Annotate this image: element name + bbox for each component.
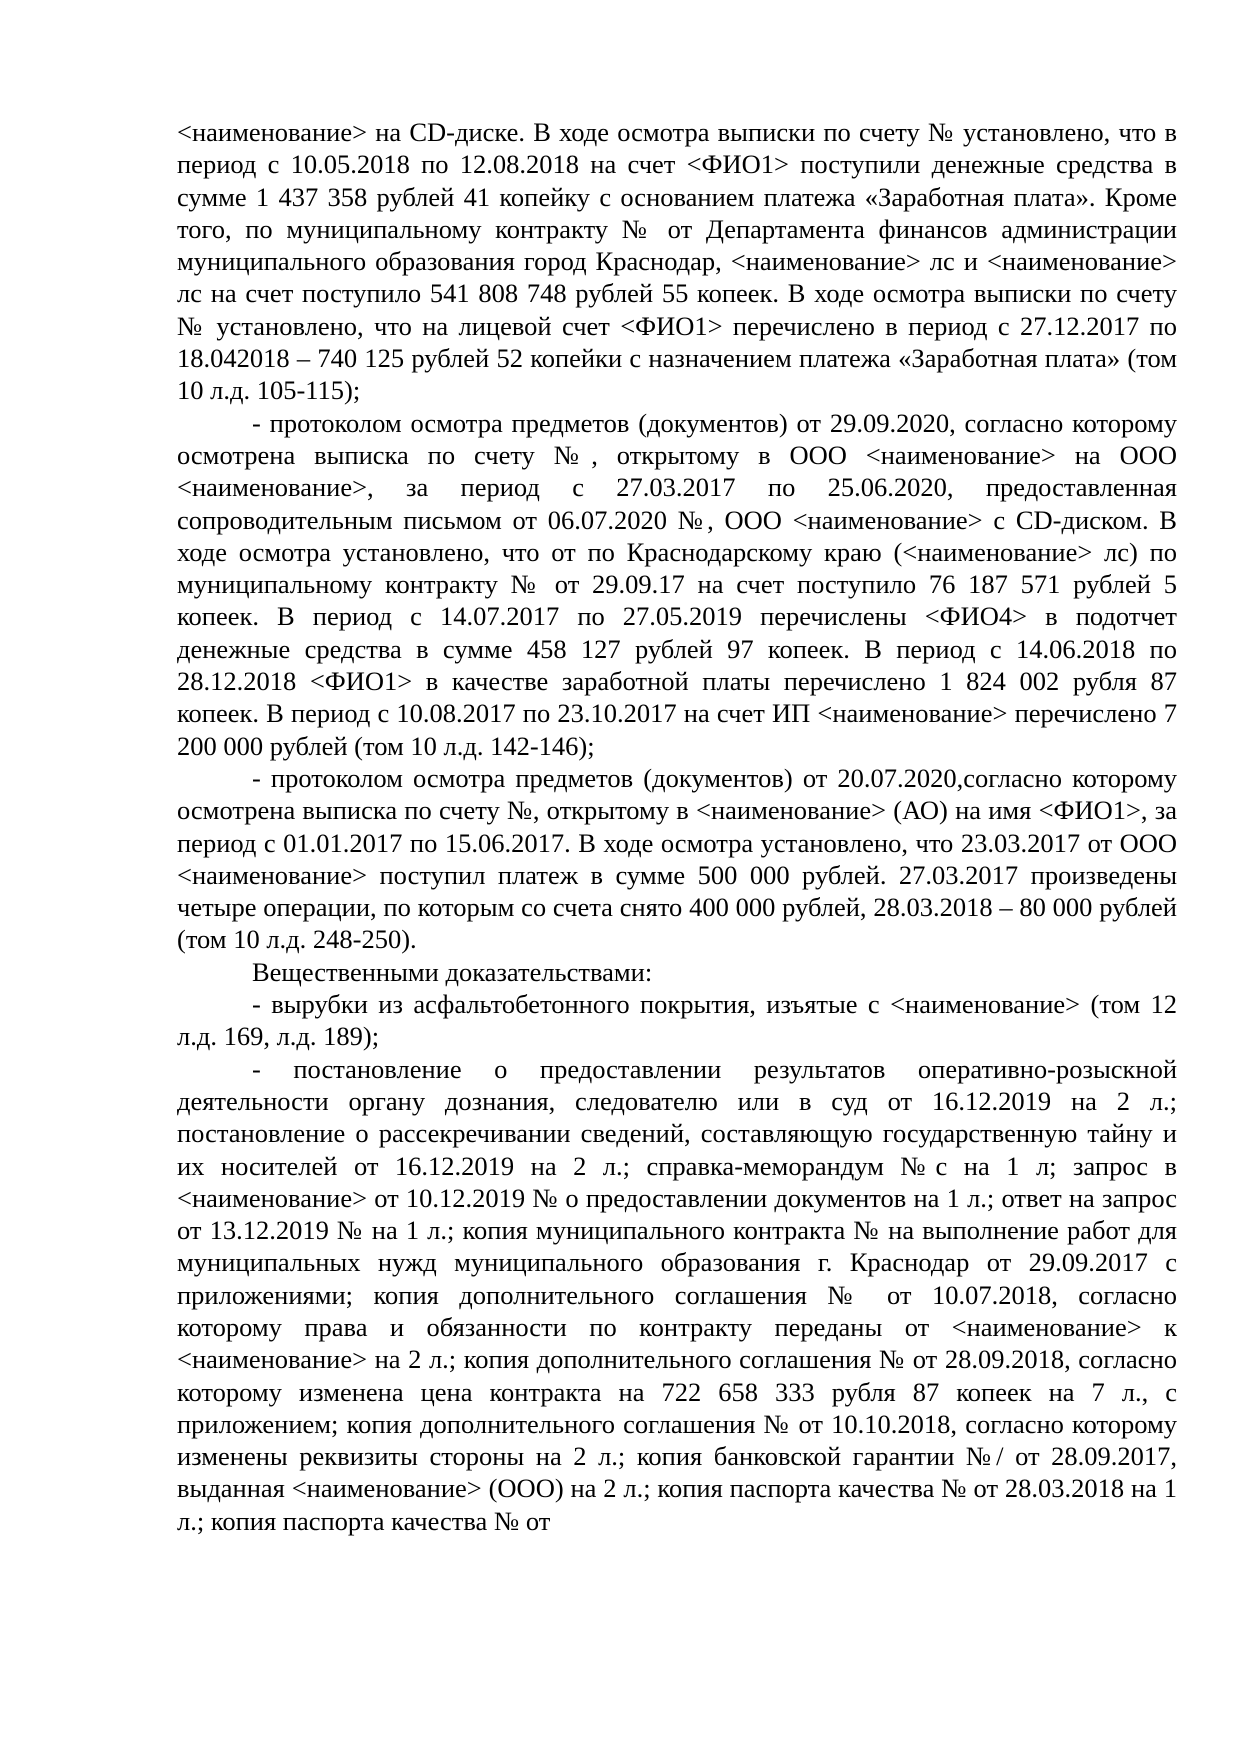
paragraph-inspection-protocol-29-09-2020: - протоколом осмотра предметов (документов) от 29.09.2020, согласно которому осмотрена выписка по счету №, открытому в ООО <наименование> на ООО <наименование>, за период с 27.03.2017 по 25.06.2020, предоставленная сопроводительным письмом от 06.07.2020 №, ООО <наименование> с CD-диском. В ходе осмотра установлено, что от по Краснодарскому краю (<наименование> лс) по муниципальному контракту № от 29.09.17 на счет поступило 76 187 571 рублей 5 копеек. В период с 14.07.2017 по 27.05.2019 перечислены <ФИО4> в подотчет денежные средства в сумме 458 127 рублей 97 копеек. В период с 14.06.2018 по 28.12.2018 <ФИО1> в качестве заработной платы перечислено 1 824 002 рубля 87 копеек. В период с 10.08.2017 по 23.10.2017 на счет ИП <наименование> перечислено 7 200 000 рублей (том 10 л.д. 142-146);: [177, 407, 1177, 761]
document-text-body: [177, 116, 1177, 1537]
paragraph-asphalt-cuttings: - вырубки из асфальтобетонного покрытия, изъятые с <наименование> (том 12 л.д. 169, л.д. 189);: [177, 989, 1177, 1052]
paragraph-account-statement-continuation: <наименование> на CD-диске. В ходе осмотра выписки по счету № установлено, что в период с 10.05.2018 по 12.08.2018 на счет <ФИО1> поступили денежные средства в сумме 1 437 358 рублей 41 копейку с основанием платежа «Заработная плата». Кроме того, по муниципальному контракту № от Департамента финансов администрации муниципального образования город Краснодар, <наименование> лс и <наименование> лс на счет поступило 541 808 748 рублей 55 копеек. В ходе осмотра выписки по счету № установлено, что на лицевой счет <ФИО1> перечислено в период с 27.12.2017 по 18.042018 – 740 125 рублей 52 копейки с назначением платежа «Заработная плата» (том 10 л.д. 105-115);: [177, 117, 1177, 406]
paragraph-documents-list: - постановление о предоставлении результатов оперативно-розыскной деятельности органу дознания, следователю или в суд от 16.12.2019 на 2 л.; постановление о рассекречивании сведений, составляющую государственную тайну и их носителей от 16.12.2019 на 2 л.; справка-меморандум №с на 1 л; запрос в <наименование> от 10.12.2019 № о предоставлении документов на 1 л.; ответ на запрос от 13.12.2019 № на 1 л.; копия муниципального контракта № на выполнение работ для муниципальных нужд муниципального образования г. Краснодар от 29.09.2017 с приложениями; копия дополнительного соглашения № от 10.07.2018, согласно которому права и обязанности по контракту переданы от <наименование> к <наименование> на 2 л.; копия дополнительного соглашения № от 28.09.2018, согласно которому изменена цена контракта на 722 658 333 рубля 87 копеек на 7 л., с приложением; копия дополнительного соглашения № от 10.10.2018, согласно которому изменены реквизиты стороны на 2 л.; копия банковской гарантии №/ от 28.09.2017, выданная <наименование> (ООО) на 2 л.; копия паспорта качества № от 28.03.2018 на 1 л.; копия паспорта качества № от: [177, 1053, 1177, 1536]
paragraph-physical-evidence-heading: Вещественными доказательствами:: [252, 956, 653, 987]
paragraph-inspection-protocol-20-07-2020: - протоколом осмотра предметов (документов) от 20.07.2020,согласно которому осмотрена выписка по счету №, открытому в <наименование> (АО) на имя <ФИО1>, за период с 01.01.2017 по 15.06.2017. В ходе осмотра установлено, что 23.03.2017 от ООО <наименование> поступил платеж в сумме 500 000 рублей. 27.03.2017 произведены четыре операции, по которым со счета снято 400 000 рублей, 28.03.2018 – 80 000 рублей (том 10 л.д. 248-250).: [177, 762, 1177, 955]
